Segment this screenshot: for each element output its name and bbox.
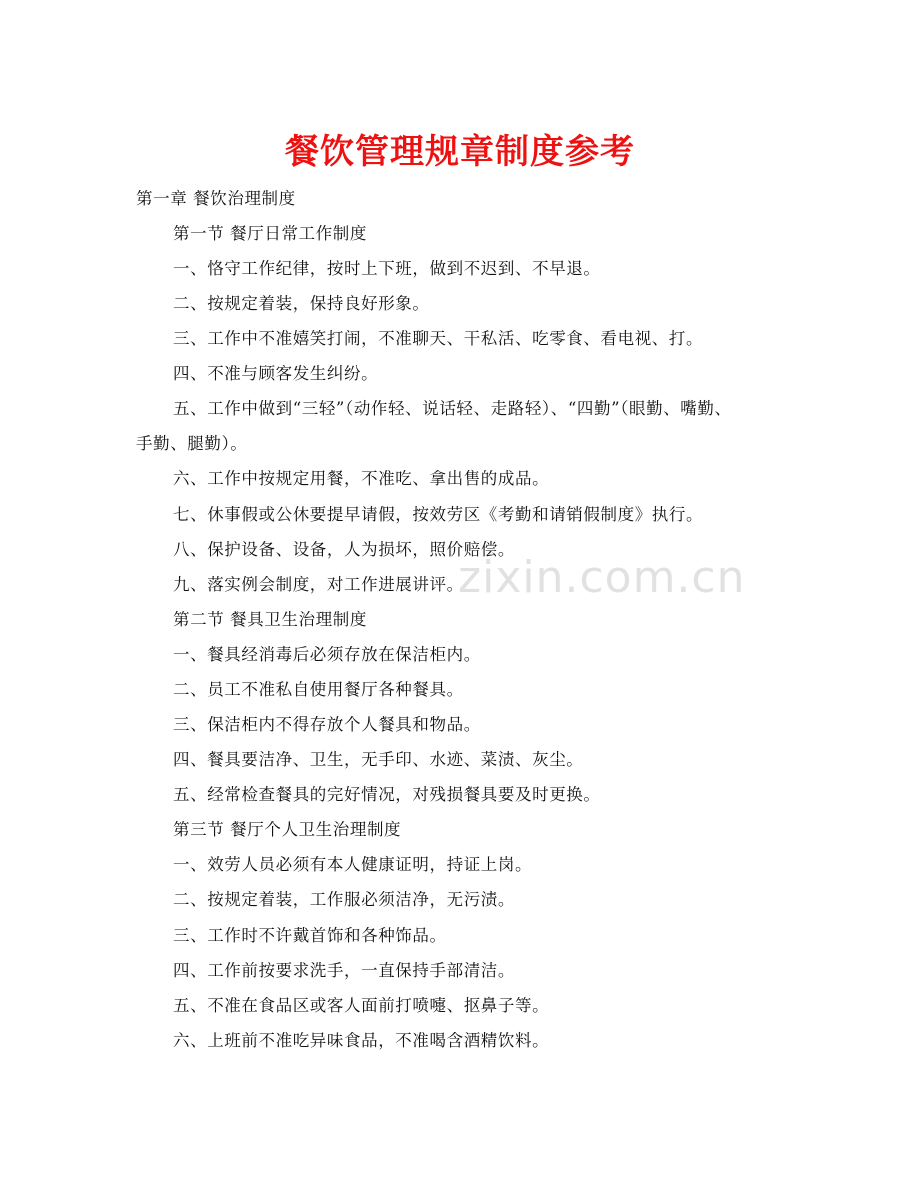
rule-line: 一、餐具经消毒后必须存放在保洁柜内。 xyxy=(173,645,481,664)
rule-line: 四、工作前按要求洗手，一直保持手部清洁。 xyxy=(173,961,515,980)
rule-line: 六、上班前不准吃异味食品，不准喝含酒精饮料。 xyxy=(173,1031,550,1050)
rule-line: 一、效劳人员必须有本人健康证明，持证上岗。 xyxy=(173,855,533,874)
rule-line: 三、工作时不许戴首饰和各种饰品。 xyxy=(173,926,447,945)
section-heading: 第三节 餐厅个人卫生治理制度 xyxy=(173,820,402,839)
rule-line: 三、保洁柜内不得存放个人餐具和物品。 xyxy=(173,715,481,734)
section-heading: 第二节 餐具卫生治理制度 xyxy=(173,610,367,629)
section-heading: 第一节 餐厅日常工作制度 xyxy=(173,224,367,243)
rule-line: 五、经常检查餐具的完好情况，对残损餐具要及时更换。 xyxy=(173,785,601,804)
chapter-heading: 第一章 餐饮治理制度 xyxy=(136,189,296,208)
rule-line: 一、恪守工作纪律，按时上下班，做到不迟到、不早退。 xyxy=(173,259,601,278)
rule-line: 三、工作中不准嬉笑打闹，不准聊天、干私活、吃零食、看电视、打。 xyxy=(173,329,704,348)
rule-line: 二、员工不准私自使用餐厅各种餐具。 xyxy=(173,680,464,699)
rule-line: 二、按规定着装，保持良好形象。 xyxy=(173,294,430,313)
rule-line: 二、按规定着装，工作服必须洁净，无污渍。 xyxy=(173,890,515,909)
document-title: 餐饮管理规章制度参考 xyxy=(285,132,635,172)
rule-line: 五、不准在食品区或客人面前打喷嚏、抠鼻子等。 xyxy=(173,996,550,1015)
rule-line: 四、餐具要洁净、卫生，无手印、水迹、菜渍、灰尘。 xyxy=(173,750,584,769)
watermark-text: zixin.com.cn xyxy=(458,552,746,603)
rule-line: 四、不准与顾客发生纠纷。 xyxy=(173,364,379,383)
rule-line: 九、落实例会制度，对工作进展讲评。 xyxy=(173,575,464,594)
rule-line: 五、工作中做到“三轻”（动作轻、说话轻、走路轻）、“四勤”（眼勤、嘴勤、 xyxy=(173,399,732,418)
rule-line: 七、休事假或公休要提早请假，按效劳区《考勤和请销假制度》执行。 xyxy=(173,505,704,524)
rule-line-continuation: 手勤、腿勤）。 xyxy=(136,434,248,453)
rule-line: 八、保护设备、设备，人为损坏，照价赔偿。 xyxy=(173,540,515,559)
rule-line: 六、工作中按规定用餐，不准吃、拿出售的成品。 xyxy=(173,469,550,488)
